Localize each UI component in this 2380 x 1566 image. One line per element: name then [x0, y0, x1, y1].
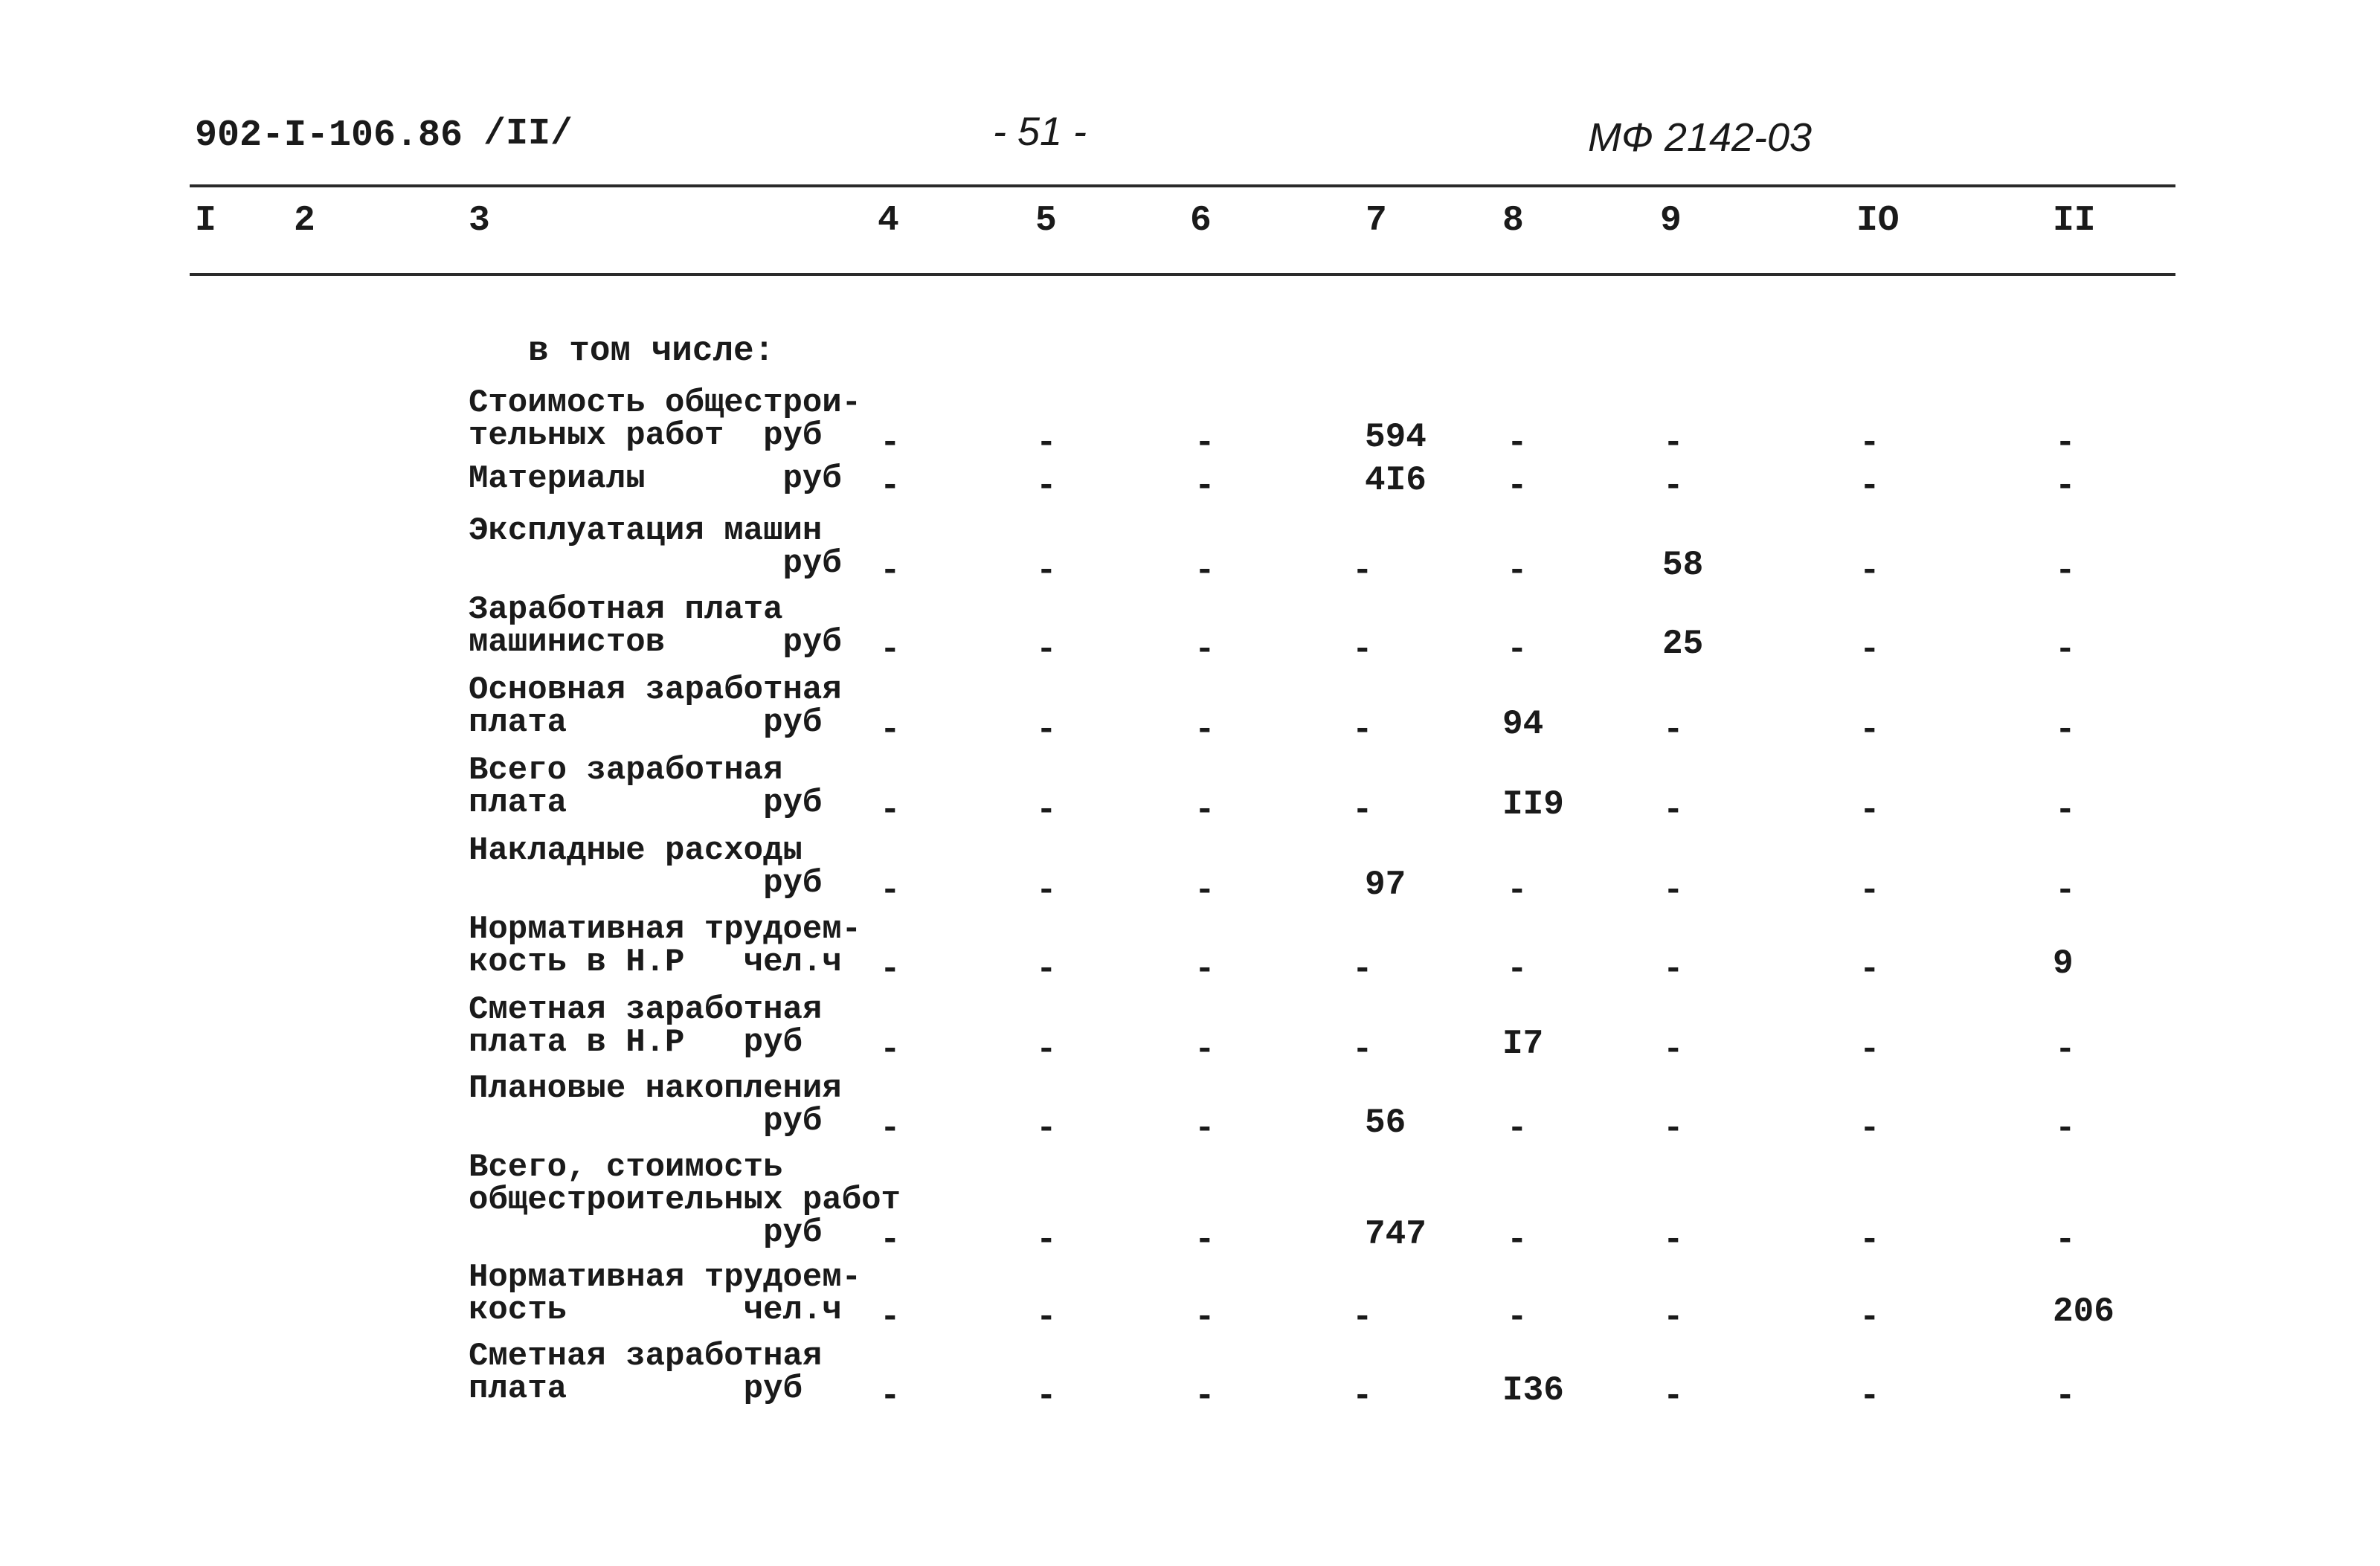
row-value-col-5: -	[1036, 631, 1057, 669]
row-value-col-5: -	[1036, 424, 1057, 463]
row-value-col-9: -	[1663, 711, 1684, 750]
col-num-9: 9	[1660, 201, 1682, 241]
row-value-col-9: -	[1663, 1298, 1684, 1337]
row-value-col-4: -	[880, 711, 901, 750]
row-value-col-8: I7	[1502, 1025, 1544, 1063]
row-value-col-7: -	[1352, 1377, 1373, 1416]
row-value-col-9: -	[1663, 871, 1684, 910]
col-num-7: 7	[1366, 201, 1387, 241]
row-value-col-10: -	[1859, 1031, 1880, 1069]
header-top-rule	[190, 184, 2175, 187]
row-value-col-7: -	[1352, 950, 1373, 989]
row-value-col-8: I36	[1502, 1371, 1564, 1410]
page-number: - 51 -	[993, 109, 1087, 154]
row-value-col-6: -	[1194, 871, 1215, 910]
row-value-col-5: -	[1036, 1377, 1057, 1416]
row-value-col-4: -	[880, 424, 901, 463]
row-value-col-11: -	[2055, 631, 2076, 669]
row-value-col-4: -	[880, 1031, 901, 1069]
row-value-col-6: -	[1194, 467, 1215, 506]
row-value-col-11: -	[2055, 871, 2076, 910]
row-value-col-5: -	[1036, 711, 1057, 750]
row-value-col-7: 4I6	[1365, 461, 1427, 500]
row-value-col-5: -	[1036, 1031, 1057, 1069]
col-num-11: II	[2053, 201, 2096, 241]
row-value-col-8: 94	[1502, 705, 1544, 744]
row-value-col-11: -	[2055, 711, 2076, 750]
row-value-col-4: -	[880, 791, 901, 830]
row-value-col-7: -	[1352, 791, 1373, 830]
row-value-col-11: -	[2055, 1221, 2076, 1260]
row-value-col-9: -	[1663, 1221, 1684, 1260]
row-value-col-6: -	[1194, 1031, 1215, 1069]
row-value-col-4: -	[880, 631, 901, 669]
col-num-2: 2	[294, 201, 315, 241]
row-value-col-6: -	[1194, 1377, 1215, 1416]
row-value-col-7: -	[1352, 711, 1373, 750]
row-value-col-9: -	[1663, 1377, 1684, 1416]
col-num-10: IO	[1856, 201, 1900, 241]
row-value-col-5: -	[1036, 552, 1057, 590]
row-value-col-10: -	[1859, 1298, 1880, 1337]
row-value-col-11: -	[2055, 424, 2076, 463]
row-value-col-5: -	[1036, 871, 1057, 910]
sheet-code: МФ 2142-03	[1588, 115, 1813, 160]
row-label: Накладные расходы руб	[469, 832, 823, 902]
row-value-col-7: -	[1352, 631, 1373, 669]
row-value-col-11: -	[2055, 1109, 2076, 1148]
row-value-col-11: -	[2055, 467, 2076, 506]
row-value-col-7: -	[1352, 1031, 1373, 1069]
row-value-col-10: -	[1859, 1221, 1880, 1260]
row-value-col-6: -	[1194, 1109, 1215, 1148]
row-value-col-6: -	[1194, 552, 1215, 590]
row-value-col-8: II9	[1502, 785, 1564, 824]
row-value-col-6: -	[1194, 1221, 1215, 1260]
row-value-col-5: -	[1036, 1221, 1057, 1260]
row-value-col-5: -	[1036, 950, 1057, 989]
row-value-col-8: -	[1507, 424, 1528, 463]
row-value-col-4: -	[880, 552, 901, 590]
row-value-col-11: 206	[2053, 1292, 2114, 1331]
header-bottom-rule	[190, 273, 2175, 276]
row-value-col-6: -	[1194, 631, 1215, 669]
row-value-col-9: 25	[1662, 625, 1704, 663]
col-num-8: 8	[1502, 201, 1524, 241]
row-value-col-11: 9	[2053, 944, 2074, 983]
row-value-col-4: -	[880, 1298, 901, 1337]
row-value-col-7: 56	[1365, 1103, 1406, 1142]
row-value-col-4: -	[880, 1221, 901, 1260]
row-value-col-4: -	[880, 950, 901, 989]
row-label: Всего заработная плата руб	[469, 752, 823, 822]
row-label: Эксплуатация машин руб	[469, 512, 842, 582]
row-value-col-10: -	[1859, 950, 1880, 989]
row-value-col-10: -	[1859, 711, 1880, 750]
row-label: Сметная заработная плата руб	[469, 1338, 823, 1408]
row-value-col-4: -	[880, 467, 901, 506]
row-value-col-6: -	[1194, 424, 1215, 463]
row-value-col-7: 97	[1365, 866, 1406, 904]
row-value-col-10: -	[1859, 552, 1880, 590]
row-value-col-10: -	[1859, 791, 1880, 830]
row-value-col-7: 594	[1365, 418, 1427, 457]
row-value-col-10: -	[1859, 1377, 1880, 1416]
row-value-col-7: -	[1352, 1298, 1373, 1337]
row-label: Нормативная трудоем- кость чел.ч	[469, 1259, 862, 1329]
row-value-col-8: -	[1507, 950, 1528, 989]
row-value-col-10: -	[1859, 631, 1880, 669]
row-value-col-11: -	[2055, 791, 2076, 830]
row-value-col-10: -	[1859, 467, 1880, 506]
row-value-col-11: -	[2055, 552, 2076, 590]
row-value-col-9: -	[1663, 467, 1684, 506]
row-value-col-7: 747	[1365, 1215, 1427, 1254]
col-num-4: 4	[878, 201, 899, 241]
row-value-col-10: -	[1859, 871, 1880, 910]
row-value-col-9: 58	[1662, 546, 1704, 584]
row-value-col-8: -	[1507, 871, 1528, 910]
document-code: 902-I-106.86	[195, 115, 463, 157]
row-value-col-4: -	[880, 1109, 901, 1148]
row-value-col-5: -	[1036, 1298, 1057, 1337]
row-value-col-11: -	[2055, 1377, 2076, 1416]
row-value-col-10: -	[1859, 424, 1880, 463]
row-label: Всего, стоимость общестроительных работ руб	[469, 1149, 901, 1251]
row-value-col-9: -	[1663, 1031, 1684, 1069]
row-value-col-8: -	[1507, 467, 1528, 506]
row-value-col-9: -	[1663, 950, 1684, 989]
row-value-col-11: -	[2055, 1031, 2076, 1069]
row-label: Материалы руб	[469, 460, 842, 497]
row-value-col-8: -	[1507, 552, 1528, 590]
row-value-col-9: -	[1663, 791, 1684, 830]
row-value-col-5: -	[1036, 1109, 1057, 1148]
row-value-col-5: -	[1036, 791, 1057, 830]
row-value-col-7: -	[1352, 552, 1373, 590]
row-label: Сметная заработная плата в Н.Р руб	[469, 991, 823, 1061]
col-num-6: 6	[1190, 201, 1212, 241]
section-number: /II/	[483, 113, 573, 155]
row-value-col-6: -	[1194, 711, 1215, 750]
row-label: Основная заработная плата руб	[469, 671, 842, 741]
row-value-col-5: -	[1036, 467, 1057, 506]
subheading: в том числе:	[528, 332, 775, 370]
row-value-col-4: -	[880, 1377, 901, 1416]
col-num-3: 3	[469, 201, 490, 241]
row-value-col-9: -	[1663, 1109, 1684, 1148]
row-label: Заработная плата машинистов руб	[469, 591, 842, 661]
row-value-col-6: -	[1194, 950, 1215, 989]
row-value-col-10: -	[1859, 1109, 1880, 1148]
col-num-1: I	[195, 201, 216, 241]
row-value-col-9: -	[1663, 424, 1684, 463]
row-label: Плановые накопления руб	[469, 1070, 842, 1140]
row-value-col-8: -	[1507, 631, 1528, 669]
row-label: Стоимость общестрои- тельных работ руб	[469, 384, 862, 454]
row-value-col-8: -	[1507, 1109, 1528, 1148]
row-value-col-4: -	[880, 871, 901, 910]
row-value-col-6: -	[1194, 791, 1215, 830]
row-value-col-8: -	[1507, 1298, 1528, 1337]
col-num-5: 5	[1035, 201, 1057, 241]
row-value-col-6: -	[1194, 1298, 1215, 1337]
row-label: Нормативная трудоем- кость в Н.Р чел.ч	[469, 911, 862, 981]
row-value-col-8: -	[1507, 1221, 1528, 1260]
